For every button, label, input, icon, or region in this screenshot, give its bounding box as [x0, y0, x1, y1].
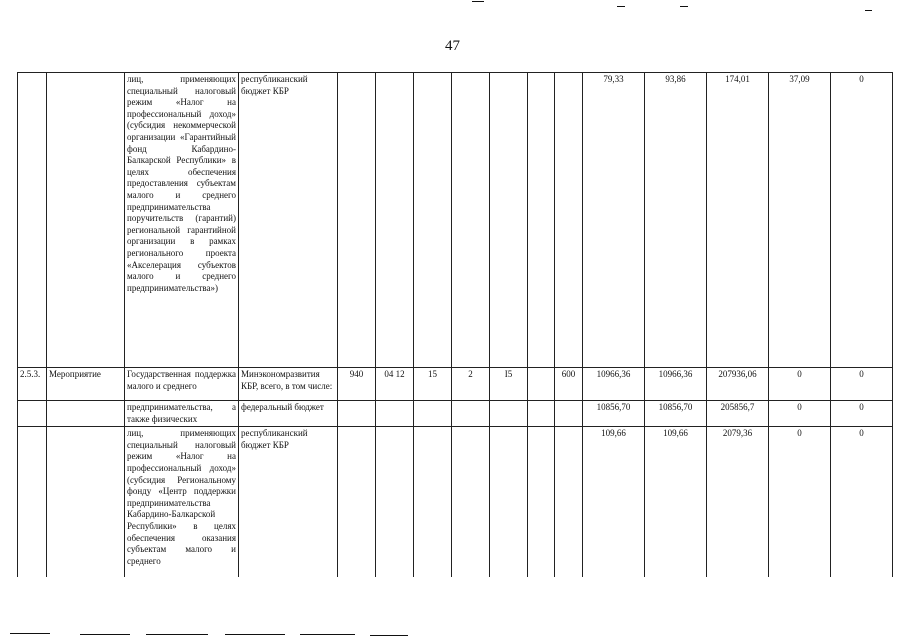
section-code-cell — [376, 368, 414, 401]
page-number: 47 — [445, 38, 460, 54]
value-col-4-cell — [769, 73, 831, 368]
description: предпринимательства, а также физических — [127, 402, 236, 424]
target-code-3-cell — [490, 368, 528, 401]
description-cell — [125, 368, 239, 401]
value-col-3-cell — [707, 427, 769, 577]
value-col-2: 93,86 — [665, 74, 686, 84]
target-code-3: I5 — [504, 369, 513, 379]
section-code-cell — [376, 427, 414, 577]
value-col-1: 10856,70 — [596, 402, 631, 412]
value-col-5: 0 — [859, 369, 864, 379]
expense-type-cell — [555, 368, 583, 401]
table-row — [18, 401, 893, 427]
value-col-3: 2079,36 — [722, 428, 753, 439]
target-code-4-cell — [528, 401, 555, 427]
value-col-4-cell — [769, 427, 831, 577]
value-col-1: 109,66 — [601, 428, 626, 439]
target-code-2: 2 — [468, 369, 473, 379]
target-code-1-cell — [414, 368, 452, 401]
value-col-5: 0 — [859, 428, 864, 439]
expense-type-cell — [555, 427, 583, 577]
value-col-3-cell — [707, 401, 769, 427]
value-col-4-cell — [769, 401, 831, 427]
value-col-5: 0 — [859, 402, 864, 412]
program-table — [17, 72, 893, 577]
value-col-1-cell — [583, 73, 645, 368]
value-col-5-cell — [831, 73, 893, 368]
target-code-2-cell — [452, 73, 490, 368]
row-number: 2.5.3. — [20, 369, 41, 379]
target-code-2-cell — [452, 401, 490, 427]
funding-source-cell — [239, 73, 338, 368]
value-col-3: 174,01 — [725, 74, 750, 84]
value-col-3-cell — [707, 73, 769, 368]
value-col-5: 0 — [859, 74, 864, 84]
event-type-cell — [47, 401, 125, 427]
value-col-4: 0 — [797, 428, 802, 439]
description-cell — [125, 427, 239, 577]
value-col-2-cell — [645, 368, 707, 401]
event-type-cell — [47, 73, 125, 368]
description: лиц, применяющих специальный налоговый режим «Налог на профессиональный доход» (субсидия некоммерческой организации «Гарантийный фонд Кабардино-Балкарской Республики» в целях обеспечения предоставления субъектам малого и среднего предпринимательства поручительств (гарантий) региональной гарантийной организации в рамках регионального проекта «Акселерация субъектов малого и среднего предпринимательства») — [127, 74, 236, 293]
grbs-code: 940 — [349, 369, 364, 379]
value-col-2-cell — [645, 401, 707, 427]
target-code-2-cell — [452, 368, 490, 401]
funding-source-cell — [239, 427, 338, 577]
target-code-1-cell — [414, 73, 452, 368]
target-code-4-cell — [528, 427, 555, 577]
table-row — [18, 73, 893, 368]
value-col-1-cell — [583, 427, 645, 577]
target-code-3-cell — [490, 73, 528, 368]
row-number-cell — [18, 73, 47, 368]
value-col-4: 0 — [797, 402, 802, 412]
grbs-code-cell — [338, 73, 376, 368]
event-type-cell — [47, 368, 125, 401]
description: лиц, применяющих специальный налоговый режим «Налог на профессиональный доход» (субсидия Региональному фонду «Центр поддержки предпринимательства Кабардино-Балкарской Республики» в целях обеспечения оказания субъектам малого и среднего — [127, 428, 236, 566]
value-col-5-cell — [831, 427, 893, 577]
value-col-2: 10856,70 — [658, 402, 693, 412]
expense-type: 600 — [561, 369, 576, 379]
description-cell — [125, 73, 239, 368]
funding-source: федеральный бюджет — [241, 402, 324, 412]
funding-source: Минэкономразвития КБР, всего, в том числе: — [241, 369, 333, 391]
row-number-cell — [18, 427, 47, 577]
section-code-cell — [376, 401, 414, 427]
event-type: Мероприятие — [49, 369, 101, 379]
value-col-4: 0 — [797, 369, 802, 379]
value-col-3: 205856,7 — [720, 402, 755, 412]
target-code-2-cell — [452, 427, 490, 577]
row-number-cell — [18, 368, 47, 401]
funding-source: республиканский бюджет КБР — [241, 74, 308, 96]
funding-source-cell — [239, 401, 338, 427]
target-code-1-cell — [414, 427, 452, 577]
value-col-2: 109,66 — [663, 428, 688, 439]
value-col-1-cell — [583, 401, 645, 427]
value-col-3: 207936,06 — [718, 369, 757, 379]
value-col-4-cell — [769, 368, 831, 401]
value-col-1-cell — [583, 368, 645, 401]
value-col-2: 10966,36 — [658, 369, 693, 379]
value-col-1: 10966,36 — [596, 369, 631, 379]
grbs-code-cell — [338, 368, 376, 401]
table-row — [18, 427, 893, 577]
target-code-1: 15 — [428, 369, 437, 379]
value-col-2-cell — [645, 73, 707, 368]
target-code-3-cell — [490, 427, 528, 577]
value-col-4: 37,09 — [789, 74, 810, 84]
target-code-4-cell — [528, 73, 555, 368]
value-col-2-cell — [645, 427, 707, 577]
funding-source: республиканский бюджет КБР — [241, 428, 308, 450]
value-col-5-cell — [831, 368, 893, 401]
grbs-code-cell — [338, 427, 376, 577]
event-type-cell — [47, 427, 125, 577]
description: Государственная поддержка малого и среднего — [127, 369, 236, 391]
funding-source-cell — [239, 368, 338, 401]
table-row — [18, 368, 893, 401]
target-code-3-cell — [490, 401, 528, 427]
expense-type-cell — [555, 73, 583, 368]
description-cell — [125, 401, 239, 427]
value-col-1: 79,33 — [603, 74, 624, 84]
value-col-3-cell — [707, 368, 769, 401]
target-code-4-cell — [528, 368, 555, 401]
section-code-cell — [376, 73, 414, 368]
row-number-cell — [18, 401, 47, 427]
section-code: 04 12 — [384, 369, 405, 379]
value-col-5-cell — [831, 401, 893, 427]
target-code-1-cell — [414, 401, 452, 427]
expense-type-cell — [555, 401, 583, 427]
grbs-code-cell — [338, 401, 376, 427]
